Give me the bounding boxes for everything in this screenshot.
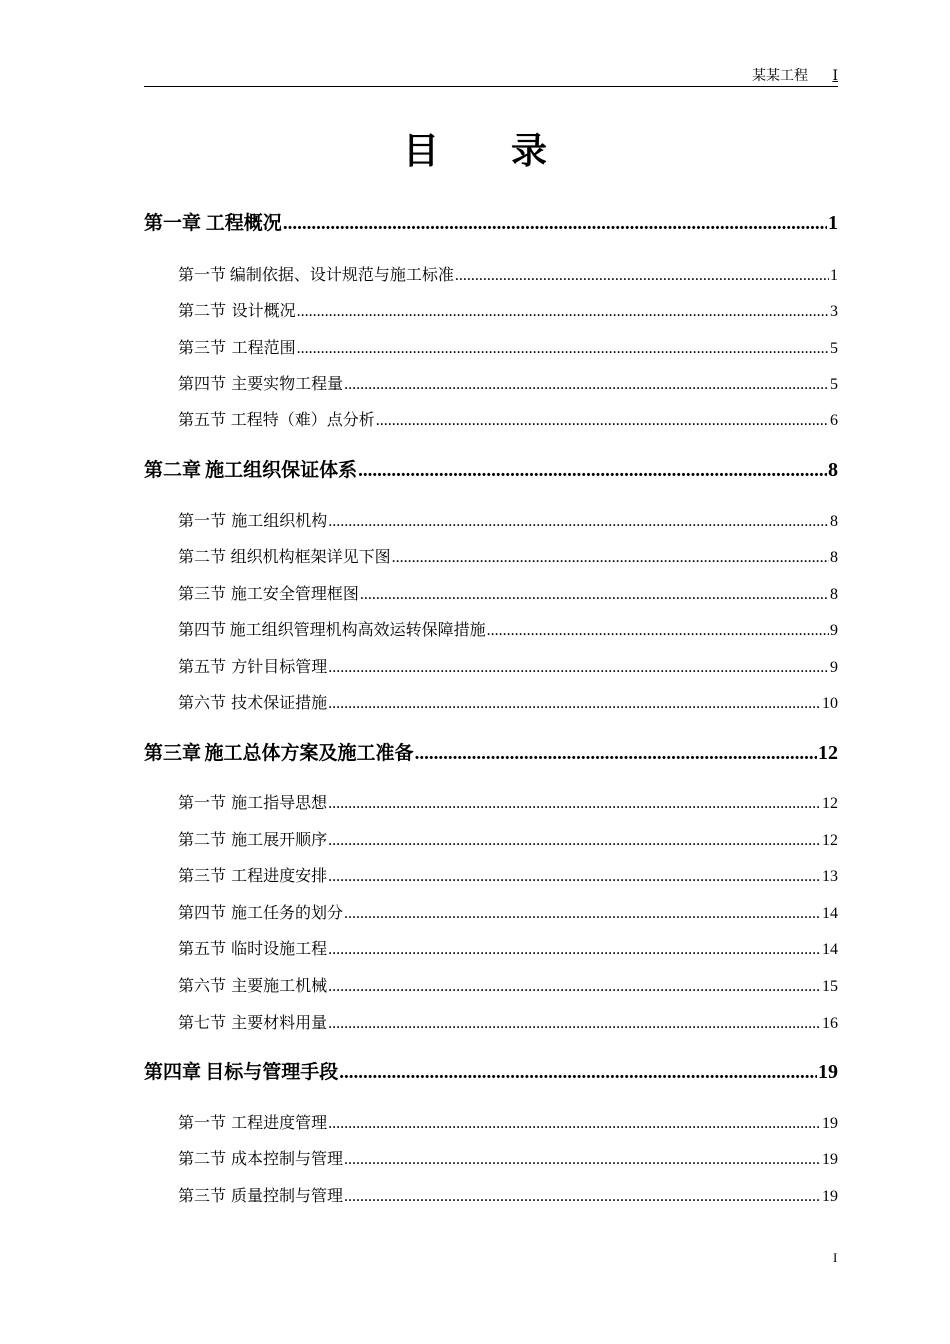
toc-prefix: 第三节: [178, 338, 227, 357]
toc-section[interactable]: [178, 790, 838, 813]
toc-prefix: 第三节: [178, 584, 227, 603]
toc-leader: [344, 1188, 821, 1206]
toc-title: 施工组织保证体系: [205, 459, 358, 481]
toc-page: 1: [830, 267, 838, 284]
toc-section[interactable]: [178, 1010, 838, 1033]
toc-leader: [297, 340, 829, 358]
toc-title: 质量控制与管理: [230, 1186, 343, 1205]
toc-chapter[interactable]: [144, 1057, 838, 1084]
toc-leader: [415, 743, 817, 765]
toc-title: 方针目标管理: [231, 657, 328, 676]
toc-prefix: 第一节: [178, 511, 227, 530]
toc-prefix: 第一节: [178, 1113, 227, 1132]
toc-page: 14: [822, 905, 838, 922]
toc-leader: [328, 941, 821, 959]
toc-page: 1: [828, 212, 838, 234]
toc-page: 19: [822, 1115, 838, 1132]
toc-leader: [328, 978, 821, 996]
toc-leader: [487, 622, 829, 640]
toc-prefix: 第四节: [178, 903, 227, 922]
toc-section[interactable]: [178, 407, 838, 430]
toc-title: 主要材料用量: [231, 1013, 328, 1032]
toc-title: 工程进度管理: [231, 1113, 328, 1132]
toc-page: 3: [830, 303, 838, 320]
toc-page: 9: [830, 622, 838, 639]
toc-page: 5: [830, 376, 838, 393]
toc-title: 目标与管理手段: [205, 1061, 339, 1083]
toc-title: 工程范围: [231, 338, 296, 357]
toc-chapter[interactable]: [144, 208, 838, 235]
toc-prefix: 第五节: [178, 657, 227, 676]
toc-prefix: 第二节: [178, 547, 227, 566]
toc-page: 16: [822, 1015, 838, 1032]
toc-prefix: 第一章: [144, 212, 202, 234]
toc-section[interactable]: [178, 1110, 838, 1133]
toc-leader: [360, 586, 829, 604]
toc-page: 8: [828, 459, 838, 481]
toc-page: 9: [830, 659, 838, 676]
toc-page: 12: [822, 832, 838, 849]
toc-page: 8: [830, 586, 838, 603]
toc-page: 12: [822, 795, 838, 812]
toc-leader: [328, 513, 829, 531]
toc-title: 施工总体方案及施工准备: [204, 742, 414, 764]
toc-title: 临时设施工程: [231, 939, 328, 958]
toc-leader: [328, 659, 829, 677]
toc-prefix: 第二章: [144, 459, 202, 481]
toc-leader: [376, 412, 829, 430]
toc-page: 19: [822, 1151, 838, 1168]
toc-section[interactable]: [178, 335, 838, 358]
toc-page: 14: [822, 941, 838, 958]
toc-page: 15: [822, 978, 838, 995]
toc-section[interactable]: [178, 298, 838, 321]
toc-prefix: 第四节: [178, 620, 227, 639]
toc-section[interactable]: [178, 508, 838, 531]
toc-page: 19: [822, 1188, 838, 1205]
toc-title: 组织机构框架详见下图: [230, 547, 391, 566]
toc-title: 施工安全管理框图: [230, 584, 359, 603]
toc-section[interactable]: [178, 863, 838, 886]
toc-leader: [344, 905, 821, 923]
toc-prefix: 第三节: [178, 1186, 227, 1205]
toc-leader: [328, 695, 821, 713]
page-title: 目录: [402, 131, 619, 172]
toc-section[interactable]: [178, 936, 838, 959]
toc-leader: [358, 460, 827, 482]
toc-prefix: 第一节: [178, 793, 227, 812]
toc-prefix: 第五节: [178, 410, 227, 429]
toc-prefix: 第二节: [178, 301, 227, 320]
toc-title: 技术保证措施: [231, 693, 328, 712]
toc-leader: [455, 267, 829, 285]
toc-chapter[interactable]: [144, 738, 838, 765]
toc-leader: [328, 795, 821, 813]
toc-page: 19: [818, 1061, 838, 1083]
toc-prefix: 第三章: [144, 742, 202, 764]
toc-section[interactable]: [178, 617, 838, 640]
toc-title: 施工组织管理机构高效运转保障措施: [229, 620, 486, 639]
toc-page: 10: [822, 695, 838, 712]
toc-prefix: 第六节: [178, 693, 227, 712]
toc-leader: [339, 1062, 817, 1084]
toc-title: 工程概况: [205, 212, 282, 234]
toc-prefix: 第七节: [178, 1013, 227, 1032]
toc-title: 设计概况: [231, 301, 296, 320]
toc-section[interactable]: [178, 544, 838, 567]
toc-section[interactable]: [178, 900, 838, 923]
toc-prefix: 第五节: [178, 939, 227, 958]
toc-leader: [328, 868, 821, 886]
toc-prefix: 第二节: [178, 1149, 227, 1168]
toc-section[interactable]: [178, 262, 838, 285]
toc-title: 工程特（难）点分析: [230, 410, 375, 429]
toc-title: 主要实物工程量: [231, 374, 344, 393]
toc-section[interactable]: [178, 581, 838, 604]
toc-page: 5: [830, 340, 838, 357]
toc-page: 8: [830, 549, 838, 566]
footer-page-number: I: [833, 1250, 838, 1265]
toc-page: 12: [818, 742, 838, 764]
toc-title: 施工任务的划分: [230, 903, 343, 922]
toc-leader: [297, 303, 829, 321]
toc-section[interactable]: [178, 654, 838, 677]
toc-title: 工程进度安排: [231, 866, 328, 885]
toc-title: 编制依据、设计规范与施工标准: [229, 265, 454, 284]
toc-prefix: 第一节: [178, 265, 227, 284]
toc-leader: [328, 1015, 821, 1033]
toc-section[interactable]: [178, 973, 838, 996]
toc-prefix: 第四节: [178, 374, 227, 393]
toc-leader: [392, 549, 829, 567]
header-title: 某某工程: [752, 68, 808, 84]
toc-chapter[interactable]: [144, 455, 838, 482]
toc-title: 成本控制与管理: [230, 1149, 343, 1168]
toc-title: 施工指导思想: [231, 793, 328, 812]
toc-title: 施工展开顺序: [231, 830, 328, 849]
toc-section[interactable]: [178, 1183, 838, 1206]
toc-page: 6: [830, 412, 838, 429]
toc-leader: [328, 832, 821, 850]
toc-section[interactable]: [178, 371, 838, 394]
toc-page: 13: [822, 868, 838, 885]
toc-leader: [344, 1151, 821, 1169]
toc-section[interactable]: [178, 1146, 838, 1169]
toc-leader: [283, 213, 827, 235]
toc-page: 8: [830, 513, 838, 530]
toc-prefix: 第四章: [144, 1061, 202, 1083]
toc-title: 主要施工机械: [231, 976, 328, 995]
toc-prefix: 第三节: [178, 866, 227, 885]
toc-leader: [328, 1115, 821, 1133]
header-page-number: I: [832, 68, 838, 84]
toc-prefix: 第六节: [178, 976, 227, 995]
toc-section[interactable]: [178, 827, 838, 850]
toc-section[interactable]: [178, 690, 838, 713]
toc-leader: [344, 376, 829, 394]
toc-title: 施工组织机构: [231, 511, 328, 530]
toc-prefix: 第二节: [178, 830, 227, 849]
page-header: [144, 66, 838, 87]
